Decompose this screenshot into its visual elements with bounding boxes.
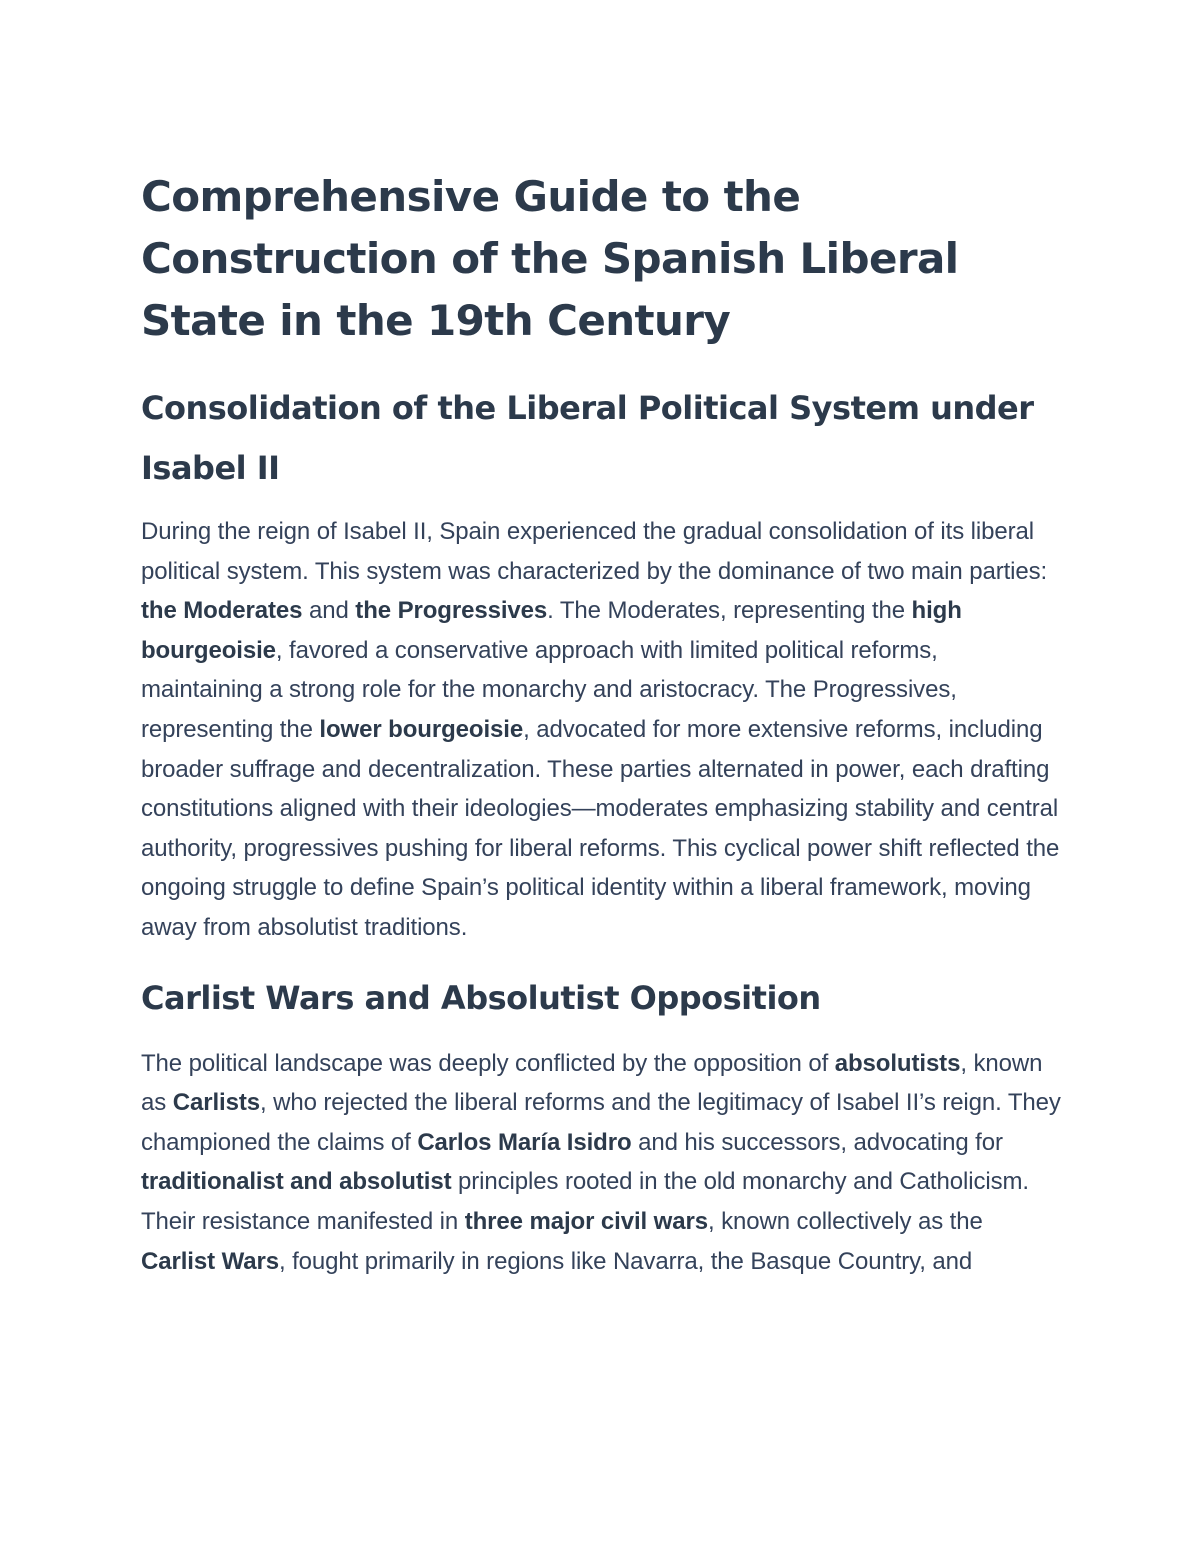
text-run: . The Moderates, representing the xyxy=(547,597,912,625)
bold-term-lower-bourgeoisie: lower bourgeoisie xyxy=(319,715,524,743)
section-paragraph-liberal-system xyxy=(141,512,1061,948)
section-heading-carlist-wars: Carlist Wars and Absolutist Opposition xyxy=(141,978,821,1017)
text-run: The political landscape was deeply conflicted by the opposition of xyxy=(141,1049,835,1077)
section-paragraph-carlist-wars xyxy=(141,1044,1061,1282)
text-run: During the reign of Isabel II, Spain experienced the gradual consolidation of its liberal political system. This system was characterized by the dominance of two main parties: xyxy=(141,518,1048,585)
bold-term-carlists: Carlists xyxy=(172,1089,260,1117)
text-run: , who rejected the liberal reforms and the legitimacy of Isabel II’s reign. They championed the claims of xyxy=(141,1089,1061,1156)
text-run: , known as xyxy=(141,1049,1043,1117)
section-heading-liberal-system: Consolidation of the Liberal Political System under Isabel II xyxy=(141,389,1034,487)
text-run: and his successors, advocating for xyxy=(631,1128,1003,1156)
bold-term-carlist-wars: Carlist Wars xyxy=(141,1247,279,1275)
bold-term-absolutists: absolutists xyxy=(834,1049,961,1077)
text-run: , favored a conservative approach with limited political reforms, maintaining a strong role for the monarchy and aristocracy. The Progressives, representing the xyxy=(141,636,957,743)
text-run: and xyxy=(302,597,356,625)
bold-term-traditionalist-absolutist: traditionalist and absolutist xyxy=(141,1168,452,1196)
text-run: , fought primarily in regions like Navarra, the Basque Country, and xyxy=(278,1247,973,1275)
document-page xyxy=(141,166,1061,1281)
bold-term-carlos-maria-isidro: Carlos María Isidro xyxy=(417,1128,632,1156)
text-run: , known collectively as the xyxy=(707,1207,983,1235)
document-title: Comprehensive Guide to the Construction of the Spanish Liberal State in the 19th Century xyxy=(141,172,959,345)
text-run: , advocated for more extensive reforms, including broader suffrage and decentralization. These parties alternated in power, each drafting constitutions aligned with their ideologies—moderates emphasizing stability and central authority, progressives pushing for liberal reforms. This cyclical power shift reflected the ongoing struggle to define Spain’s political identity within a liberal framework, moving away from absolutist traditions. xyxy=(141,715,1060,941)
text-run: principles rooted in the old monarchy and Catholicism. Their resistance manifested in xyxy=(141,1168,1029,1235)
bold-term-progressives: the Progressives xyxy=(355,597,548,625)
bold-term-three-major-civil-wars: three major civil wars xyxy=(464,1207,708,1235)
bold-term-high-bourgeoisie: high bourgeoisie xyxy=(141,597,962,664)
bold-term-moderates: the Moderates xyxy=(141,597,303,625)
